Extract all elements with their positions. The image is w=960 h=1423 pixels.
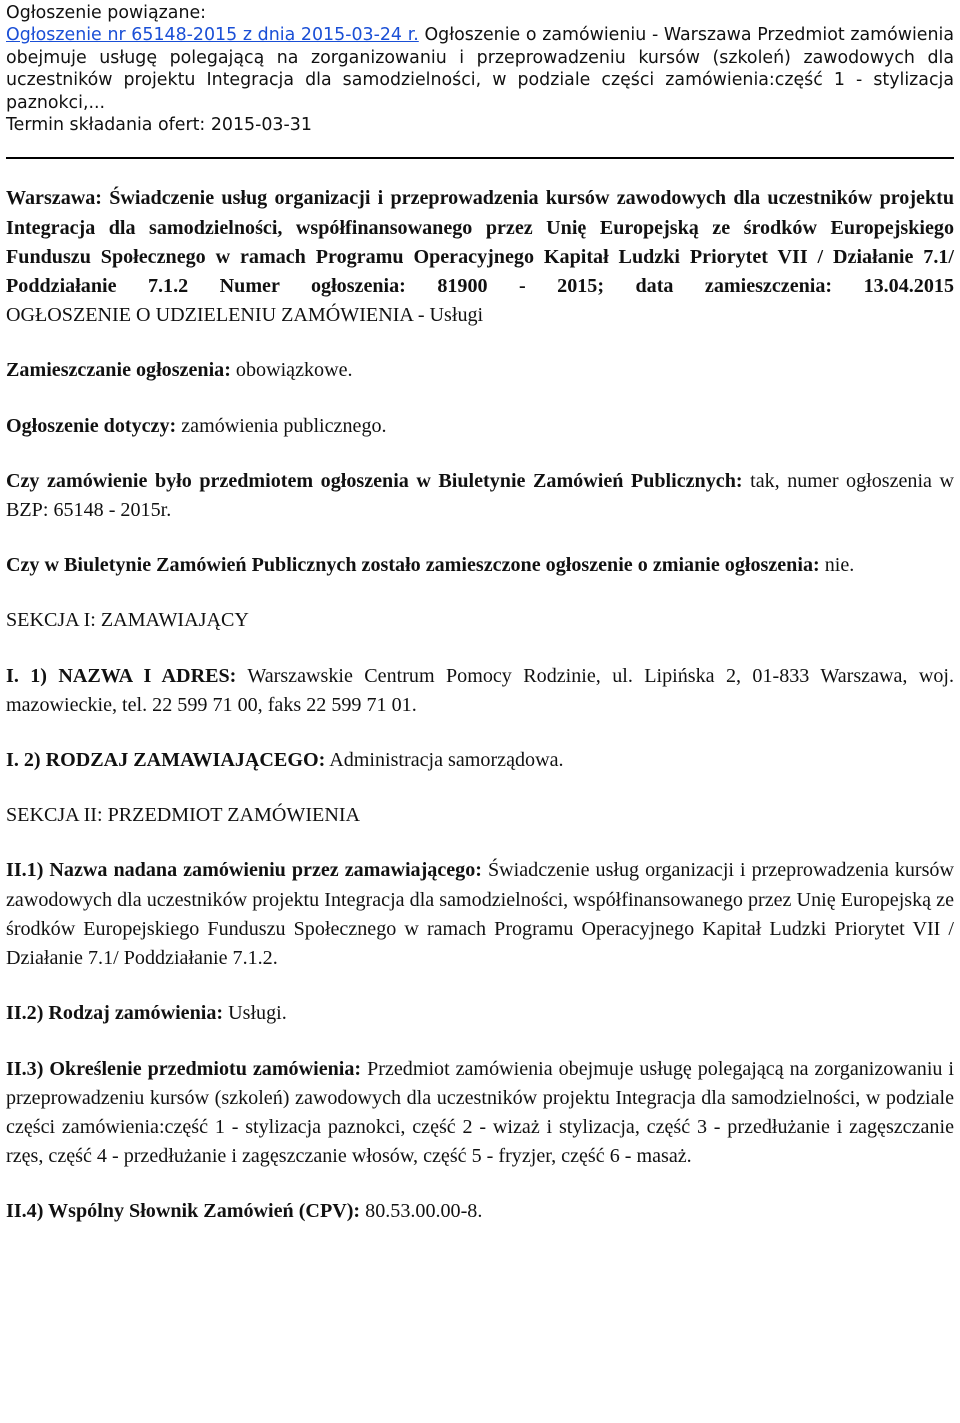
section-1-2-row <box>6 746 954 775</box>
notice-body <box>6 184 954 1226</box>
horizontal-divider <box>6 157 954 159</box>
related-deadline: Termin składania ofert: 2015-03-31 <box>6 115 312 136</box>
notice-title: Warszawa: Świadczenie usług organizacji i przeprowadzenia kursów zawodowych dla uczestników projektu Integracja dla samodzielności, współfinansowanego przez Unię Europejską ze środków Europejskiego Funduszu Społecznego w ramach Programu Operacyjnego Kapitał Ludzki Priorytet VII / Działanie 7.1/ Poddziałanie 7.1.2 Numer ogłoszenia: 81900 - 2015; data zamieszczenia: 13.04.2015 <box>6 187 954 298</box>
section-2-heading: SEKCJA II: PRZEDMIOT ZAMÓWIENIA <box>6 804 361 827</box>
related-summary-paragraph <box>6 24 954 114</box>
section-2-4-value: 80.53.00.00-8. <box>365 1200 483 1223</box>
section-2-3-value: Przedmiot zamówienia obejmuje usługę polegającą na zorganizowaniu i przeprowadzeniu kursów (szkoleń) zawodowych dla uczestników projektu Integracja dla samodzielności, w podziale części zamówienia:część 1 - stylizacja paznokci, część 2 - wizaż i stylizacja, część 3 - przedłużanie i zagęszczanie rzęs, część 4 - przedłużanie i zagęszczanie włosów, część 5 - fryzjer, część 6 - masaż. <box>6 1057 954 1168</box>
bzp-value: tak, numer ogłoszenia w BZP: 65148 - 2015r. <box>6 469 955 522</box>
concerns-value: zamówienia publicznego. <box>181 414 387 437</box>
section-2-3-row <box>6 1055 954 1172</box>
change-label: Czy w Biuletynie Zamówień Publicznych zostało zamieszczone ogłoszenie o zmianie ogłoszenia: <box>6 554 820 577</box>
placement-value: obowiązkowe. <box>235 359 353 382</box>
section-1-heading: SEKCJA I: ZAMAWIAJĄCY <box>6 609 249 632</box>
related-summary: Ogłoszenie o zamówieniu - Warszawa Przedmiot zamówienia obejmuje usługę polegającą na zorganizowaniu i przeprowadzeniu kursów (szkoleń) zawodowych dla uczestników projektu Integracja dla samodzielności, w podziale części zamówienia:część 1 - stylizacja paznokci,... <box>6 25 954 113</box>
section-2-4-label: II.4) Wspólny Słownik Zamówień (CPV): <box>6 1200 361 1223</box>
section-2-4-row <box>6 1197 954 1226</box>
section-2-2-value: Usługi. <box>228 1002 287 1025</box>
section-1-1-row <box>6 662 954 720</box>
related-label: Ogłoszenie powiązane: <box>6 3 207 23</box>
concerns-row <box>6 412 954 441</box>
section-2-1-label: II.1) Nazwa nadana zamówieniu przez zamawiającego: <box>6 859 482 882</box>
placement-label: Zamieszczanie ogłoszenia: <box>6 359 231 382</box>
section-1-2-label: I. 2) RODZAJ ZAMAWIAJĄCEGO: <box>6 749 326 772</box>
placement-row <box>6 356 954 385</box>
change-row <box>6 551 954 580</box>
related-notice-link[interactable]: Ogłoszenie nr 65148-2015 z dnia 2015-03-24 r. <box>6 25 419 46</box>
related-notice <box>6 0 954 136</box>
section-1-1-label: I. 1) NAZWA I ADRES: <box>6 664 237 687</box>
change-value: nie. <box>824 554 855 577</box>
concerns-label: Ogłoszenie dotyczy: <box>6 414 177 437</box>
section-1-2-value: Administracja samorządowa. <box>329 749 564 772</box>
section-2-3-label: II.3) Określenie przedmiotu zamówienia: <box>6 1057 362 1080</box>
section-1-1-value: Warszawskie Centrum Pomocy Rodzinie, ul. Lipińska 2, 01-833 Warszawa, woj. mazowieckie, tel. 22 599 71 00, faks 22 599 71 01. <box>6 664 954 716</box>
section-2-1-value: Świadczenie usług organizacji i przeprowadzenia kursów zawodowych dla uczestników projektu Integracja dla samodzielności, współfinansowanego przez Unię Europejską ze środków Europejskiego Funduszu Społecznego w ramach Programu Operacyjnego Kapitał Ludzki Priorytet VII / Działanie 7.1/ Poddziałanie 7.1.2. <box>6 859 954 970</box>
bzp-row <box>6 467 954 525</box>
notice-type: OGŁOSZENIE O UDZIELENIU ZAMÓWIENIA - Usługi <box>6 304 484 327</box>
bzp-label: Czy zamówienie było przedmiotem ogłoszenia w Biuletynie Zamówień Publicznych: <box>6 469 743 492</box>
document-page <box>6 0 954 1227</box>
section-2-1-row <box>6 856 954 973</box>
section-2-2-label: II.2) Rodzaj zamówienia: <box>6 1002 224 1025</box>
section-2-2-row <box>6 999 954 1028</box>
